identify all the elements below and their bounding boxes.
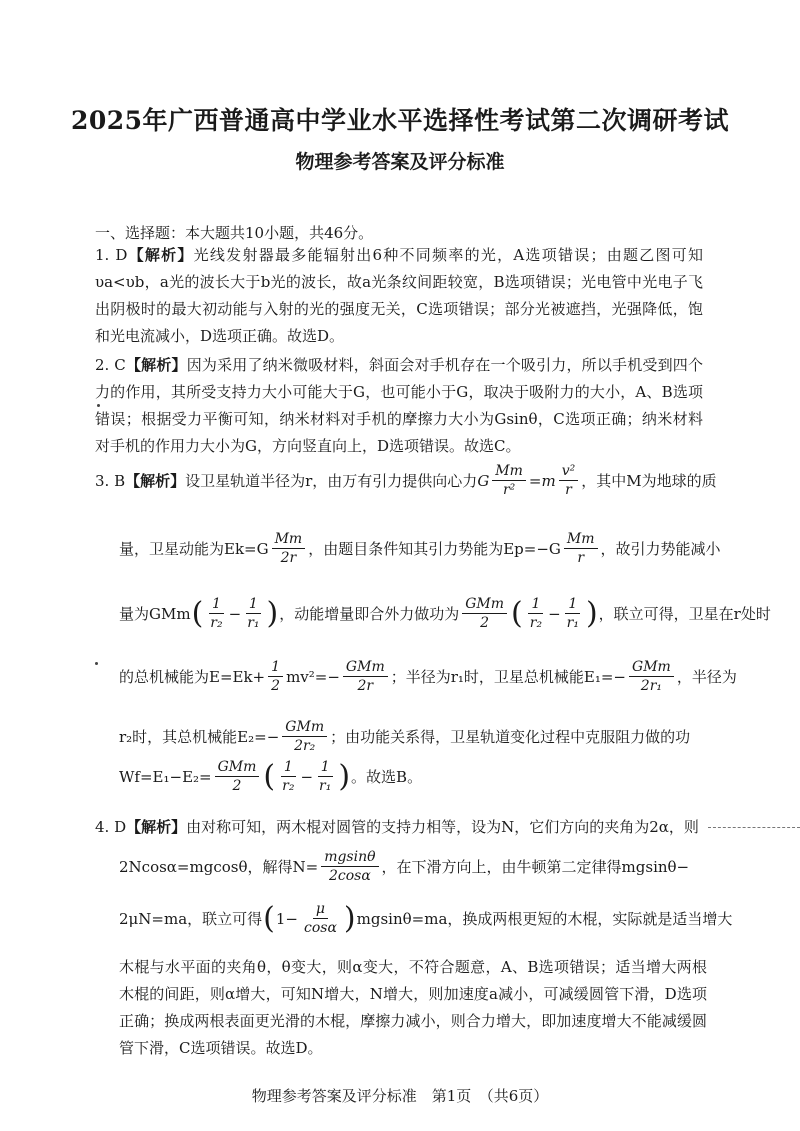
question-3-line-6	[119, 758, 707, 795]
q3-text: ，由题目条件知其引力势能为Ep=−G	[308, 540, 561, 558]
scan-speck	[97, 404, 100, 407]
minus-sign: −	[300, 767, 314, 786]
paren-left: (	[263, 758, 276, 794]
paren-left: (	[511, 595, 523, 631]
paren-right: )	[343, 900, 356, 936]
question-2-tag: 【解析】	[125, 356, 187, 374]
fraction: $\frac{mgsin\theta}{2\cos\alpha}$	[321, 848, 378, 885]
question-1-tag: 【解析】	[127, 246, 194, 264]
paren-left: (	[263, 900, 275, 936]
fraction: $\frac{\text{GMm}}{2}$	[462, 595, 507, 632]
margin-dash-line	[708, 827, 800, 828]
fraction: $\frac{1}{\text{r₁}}$	[566, 596, 579, 631]
question-3-line-2	[119, 530, 721, 567]
question-2	[95, 352, 703, 460]
question-3-tag: 【解析】	[125, 472, 186, 490]
q3-text: 量为GMm	[119, 605, 191, 623]
question-3-line-5	[119, 718, 707, 755]
q3-text: ，动能增量即合外力做功为	[279, 605, 460, 623]
q3-formula: =m	[528, 471, 556, 490]
fraction: $\frac{Mm}{\text{r²}}$	[492, 462, 526, 499]
question-4-line-2	[119, 848, 707, 885]
fraction: $\frac{\mu}{\cos\alpha}$	[304, 901, 337, 936]
fraction: $\frac{Mm}{r}$	[564, 530, 598, 567]
q3-text: 量，卫星动能为Ek=G	[119, 540, 269, 558]
question-2-number: 2. C	[95, 356, 126, 374]
paren-right: )	[338, 758, 351, 794]
q4-formula: 1−	[275, 909, 298, 928]
minus-sign: −	[548, 604, 561, 623]
scan-speck	[95, 662, 98, 665]
fraction: $\frac{\text{GMm}}{\text{2r₂}}$	[282, 718, 327, 755]
question-3-number: 3. B	[95, 471, 126, 490]
fraction: $\frac{1}{\text{r₂}}$	[529, 596, 543, 631]
paren-right: )	[585, 595, 598, 631]
fraction: $\frac{1}{\text{r₁}}$	[247, 596, 260, 631]
q3-text: 设卫星轨道半径为r，由万有引力提供向心力	[185, 472, 478, 490]
fraction: $\frac{\text{v²}}{r}$	[559, 462, 579, 499]
fraction: $\frac{1}{2}$	[268, 658, 283, 695]
question-1-number: 1. D	[95, 246, 128, 264]
question-4-line-3	[119, 900, 733, 937]
question-3-line-4	[119, 658, 737, 695]
fraction: $\frac{\text{GMm}}{\text{2r₁}}$	[629, 658, 674, 695]
question-3-line-1	[95, 462, 717, 499]
q3-text: ，故引力势能减小	[600, 540, 721, 558]
fraction: $\frac{\text{GMm}}{2r}$	[343, 658, 388, 695]
q4-text: ，在下滑方向上，由牛顿第二定律得mgsinθ−	[381, 858, 690, 876]
q3-text: ；由功能关系得，卫星轨道变化过程中克服阻力做的功	[330, 728, 691, 746]
q3-text: 。故选B。	[351, 768, 423, 786]
q3-text: 的总机械能为E=Ek+	[119, 668, 266, 686]
page-footer: 物理参考答案及评分标准 第1页 （共6页）	[251, 1087, 549, 1105]
q3-text: mv²=−	[286, 667, 340, 686]
q3-text: ，其中M为地球的质	[581, 472, 717, 490]
q3-text: r₂时，其总机械能E₂=−	[119, 728, 280, 746]
question-2-text: 因为采用了纳米微吸材料，斜面会对手机存在一个吸引力，所以手机受到四个力的作用，其所受支持力大小可能大于G，也可能小于G，取决于吸附力的大小，A、B选项错误；根据受力平衡可知，纳米材料对手机的摩擦力大小为Gsinθ，C选项正确；纳米材料对手机的作用力大小为G，方向竖直向上，D选项错误。故选C。	[95, 356, 703, 455]
fraction: $\frac{\text{GMm}}{2}$	[215, 758, 260, 795]
question-4-tag: 【解析】	[126, 818, 187, 836]
q4-text: 由对称可知，两木棍对圆管的支持力相等，设为N，它们方向的夹角为2α，则	[186, 818, 699, 836]
fraction: $\frac{1}{\text{r₁}}$	[319, 759, 332, 794]
question-4-number: 4. D	[95, 817, 127, 836]
minus-sign: −	[228, 604, 242, 623]
q3-formula: G	[477, 471, 490, 490]
q4-text: mgsinθ=ma，换成两根更短的木棍，实际就是适当增大	[356, 910, 733, 928]
q3-text: ；半径为r₁时，卫星总机械能E₁=−	[390, 668, 627, 686]
question-1	[95, 242, 703, 350]
document-subtitle: 物理参考答案及评分标准	[295, 151, 505, 173]
fraction: $\frac{1}{\text{r₂}}$	[210, 596, 223, 631]
paren-left: (	[191, 595, 204, 631]
question-1-text: 光线发射器最多能辐射出6种不同频率的光，A选项错误；由题乙图可知υa<υb，a光的波长大于b光的波长，故a光条纹间距较宽，B选项错误；光电管中光电子飞出阴极时的最大初动能与入射的光的强度无关，C选项错误；部分光被遮挡，光强降低，饱和光电流减小，D选项正确。故选D。	[95, 246, 703, 345]
paren-right: )	[266, 595, 279, 631]
section-heading: 一、选择题：本大题共10小题，共46分。	[95, 224, 374, 242]
question-3-line-3	[119, 595, 771, 632]
question-4-line-1	[95, 816, 707, 837]
q4-text: 2Ncosα=mgcosθ，解得N=	[119, 858, 319, 876]
document-title: 2025年广西普通高中学业水平选择性考试第二次调研考试	[70, 106, 730, 135]
question-4-rest: 木棍与水平面的夹角θ，θ变大，则α变大，不符合题意，A、B选项错误；适当增大两根木棍的间距，则α增大，可知N增大，N增大，则加速度a减小，可减缓圆管下滑，D选项正确；换成两根表面更光滑的木棍，摩擦力减小，则合力增大，即加速度增大不能减缓圆管下滑，C选项错误。故选D。	[119, 958, 707, 1057]
q3-text: Wf=E₁−E₂=	[119, 767, 212, 786]
q3-text: ，联立可得，卫星在r处时	[598, 605, 771, 623]
fraction: $\frac{1}{\text{r₂}}$	[282, 759, 295, 794]
fraction: $\frac{Mm}{2r}$	[272, 530, 306, 567]
q3-text: ，半径为	[676, 668, 737, 686]
q4-text: 2μN=ma，联立可得	[119, 910, 263, 928]
